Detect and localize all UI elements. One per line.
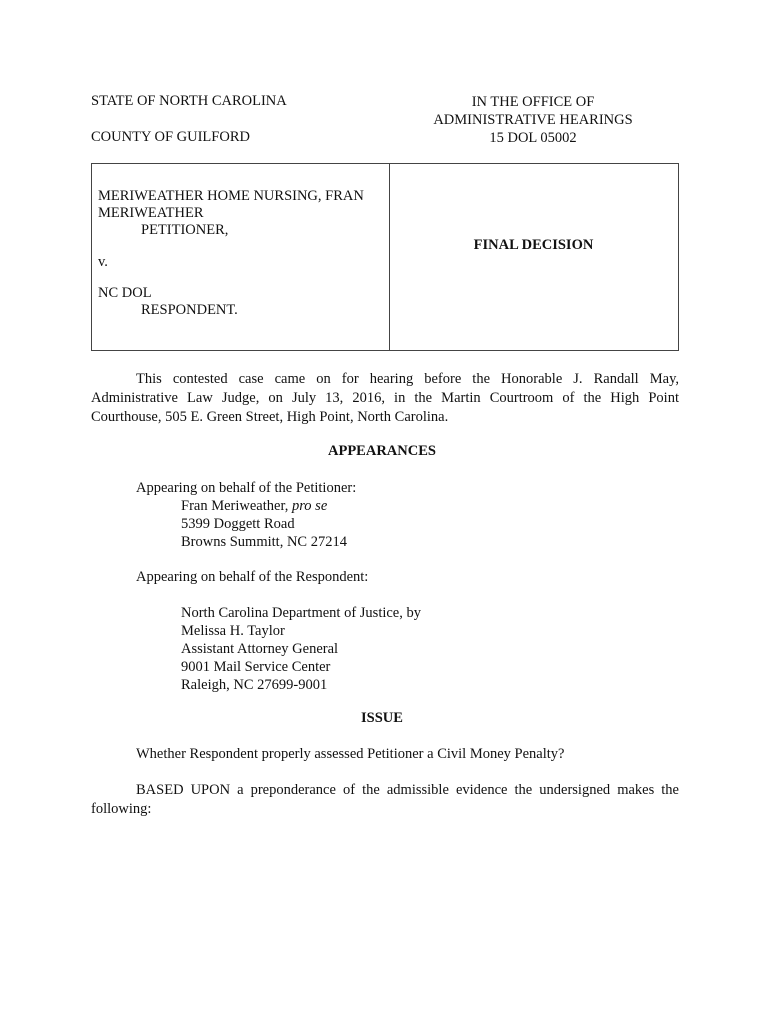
case-caption-box (91, 163, 679, 351)
petitioner-name-line-2: MERIWEATHER (98, 205, 204, 221)
intro-line-2: Administrative Law Judge, on July 13, 2016, in the Martin Courtroom of the High Point (91, 390, 679, 406)
respondent-name: NC DOL (98, 285, 152, 301)
petitioner-appearance-block (136, 479, 356, 497)
respondent-address-2: Raleigh, NC 27699-9001 (181, 677, 328, 693)
respondent-contact-block (181, 604, 421, 694)
petitioner-address-2: Browns Summitt, NC 27214 (181, 534, 347, 550)
petitioner-contact-name-text: Fran Meriweather, (181, 498, 289, 514)
petitioner-contact-block (181, 497, 347, 551)
petitioner-contact-name (181, 497, 347, 515)
issue-text: Whether Respondent properly assessed Petitioner a Civil Money Penalty? (136, 746, 565, 762)
pro-se-label: pro se (291, 498, 328, 514)
intro-paragraph (91, 370, 679, 427)
closing-line-1: BASED UPON a preponderance of the admissible evidence the undersigned makes the (136, 782, 679, 798)
office-line-2: ADMINISTRATIVE HEARINGS (433, 112, 633, 128)
petitioner-role: PETITIONER, (141, 222, 229, 238)
versus-label: v. (98, 254, 108, 270)
office-line-1: IN THE OFFICE OF (471, 94, 595, 110)
state-label: STATE OF NORTH CAROLINA (91, 93, 287, 109)
respondent-appearance-intro: Appearing on behalf of the Respondent: (136, 569, 369, 585)
petitioner-name-line-1: MERIWEATHER HOME NURSING, FRAN (98, 188, 364, 204)
respondent-address-1: 9001 Mail Service Center (181, 659, 331, 675)
petitioner-appearance-intro: Appearing on behalf of the Petitioner: (136, 480, 357, 496)
respondent-role: RESPONDENT. (141, 302, 238, 318)
respondent-appearance-block (136, 568, 368, 586)
closing-line-2: following: (91, 801, 152, 817)
closing-paragraph (91, 781, 679, 819)
petitioner-address-1: 5399 Doggett Road (181, 516, 295, 532)
appearances-heading-text: APPEARANCES (328, 443, 436, 459)
office-block (410, 93, 656, 147)
respondent-org: North Carolina Department of Justice, by (181, 605, 421, 621)
county-label: COUNTY OF GUILFORD (91, 129, 250, 145)
respondent-attorney-name: Melissa H. Taylor (181, 623, 285, 639)
case-number: 15 DOL 05002 (489, 130, 577, 146)
caption-parties (98, 188, 388, 319)
document-title: FINAL DECISION (473, 237, 594, 253)
issue-heading-text: ISSUE (361, 710, 403, 726)
intro-line-1: This contested case came on for hearing before the Honorable J. Randall May, (136, 371, 679, 387)
intro-line-3: Courthouse, 505 E. Green Street, High Point, North Carolina. (91, 409, 449, 425)
caption-divider (389, 164, 390, 350)
respondent-attorney-title: Assistant Attorney General (181, 641, 339, 657)
